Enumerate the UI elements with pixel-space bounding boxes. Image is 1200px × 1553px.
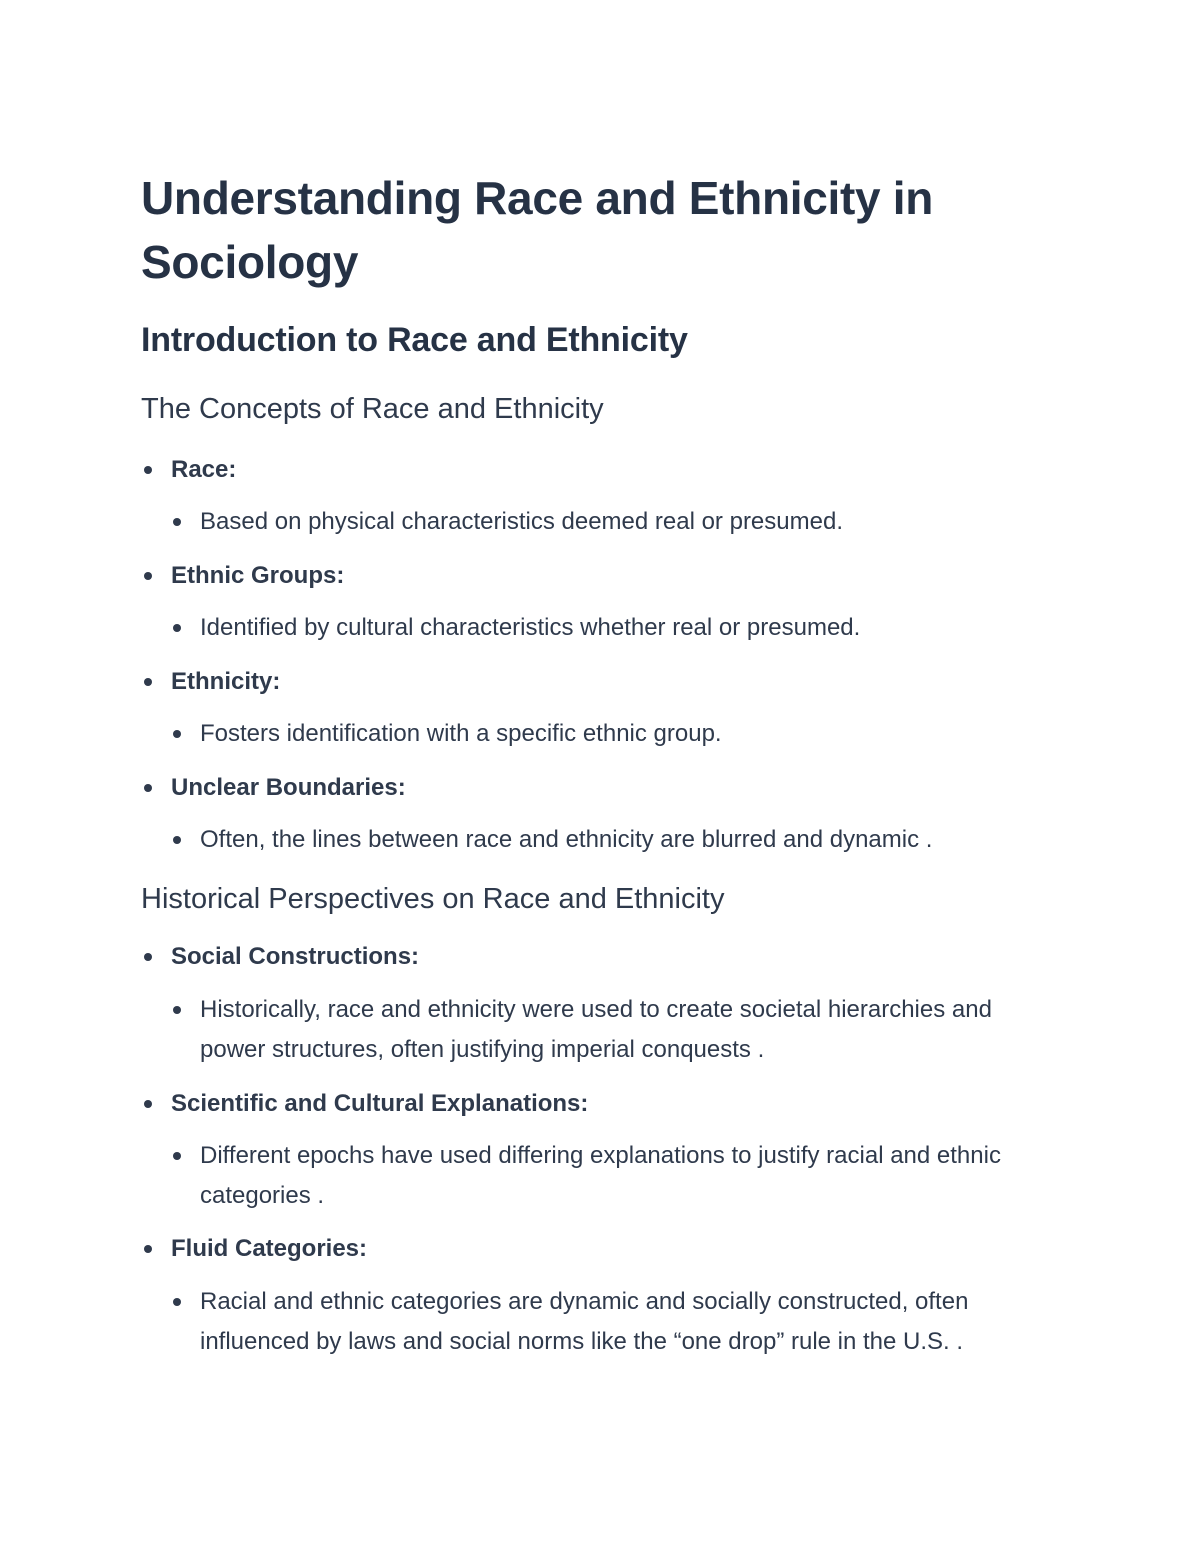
list-item-detail: Often, the lines between race and ethnicity are blurred and dynamic .: [200, 820, 1060, 860]
bullet-icon: [144, 678, 152, 686]
bullet-icon: [144, 784, 152, 792]
list-item-detail: Racial and ethnic categories are dynamic and socially constructed, often influenced by laws and social norms like the “one drop” rule in the U.S. .: [200, 1282, 1060, 1362]
list-item-detail: Historically, race and ethnicity were used to create societal hierarchies and power structures, often justifying imperial conquests .: [200, 990, 1060, 1070]
list-item-term: Race:: [171, 450, 1051, 490]
list-item-detail: Different epochs have used differing explanations to justify racial and ethnic categories .: [200, 1136, 1060, 1216]
bullet-icon: [144, 466, 152, 474]
list-item-term: Fluid Categories:: [171, 1229, 1051, 1269]
bullet-icon: [173, 1006, 181, 1014]
list-item-term: Ethnicity:: [171, 662, 1051, 702]
list-item-detail: Based on physical characteristics deemed real or presumed.: [200, 502, 1060, 542]
list-item-term: Social Constructions:: [171, 937, 1051, 977]
bullet-icon: [173, 1298, 181, 1306]
list-item-term: Scientific and Cultural Explanations:: [171, 1084, 1051, 1124]
list-item-detail: Fosters identification with a specific ethnic group.: [200, 714, 1060, 754]
bullet-icon: [144, 1245, 152, 1253]
subsection-heading-concepts: The Concepts of Race and Ethnicity: [141, 393, 604, 425]
bullet-icon: [173, 836, 181, 844]
bullet-icon: [173, 518, 181, 526]
section-heading: Introduction to Race and Ethnicity: [141, 321, 688, 359]
bullet-icon: [173, 624, 181, 632]
bullet-icon: [173, 730, 181, 738]
list-item-term: Unclear Boundaries:: [171, 768, 1051, 808]
subsection-heading-history: Historical Perspectives on Race and Ethnicity: [141, 883, 725, 915]
list-item-term: Ethnic Groups:: [171, 556, 1051, 596]
bullet-icon: [173, 1152, 181, 1160]
bullet-icon: [144, 572, 152, 580]
bullet-icon: [144, 953, 152, 961]
document-title: Understanding Race and Ethnicity in Sociology: [141, 172, 934, 288]
list-item-detail: Identified by cultural characteristics whether real or presumed.: [200, 608, 1060, 648]
bullet-icon: [144, 1100, 152, 1108]
